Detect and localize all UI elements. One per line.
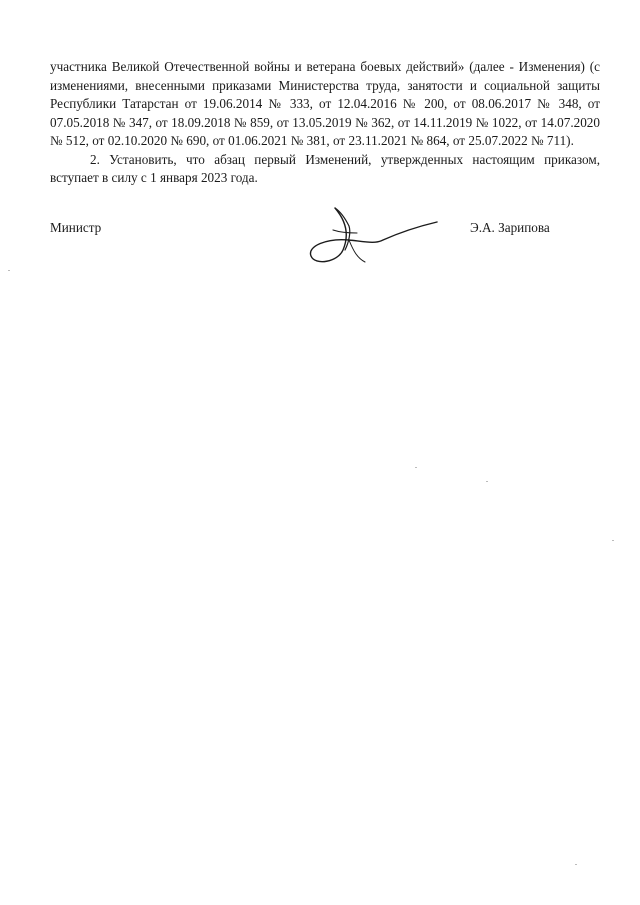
scan-speck xyxy=(8,270,10,271)
scan-speck xyxy=(486,481,488,482)
handwritten-signature-icon xyxy=(305,200,445,275)
scan-speck xyxy=(415,467,417,468)
signature-block xyxy=(50,220,600,290)
paragraph-item-2: 2. Установить, что абзац первый Изменений, утвержденных настоящим приказом, вступает в силу с 1 января 2023 года. xyxy=(50,151,600,185)
signer-name: Э.А. Зарипова xyxy=(470,220,550,235)
signer-position: Министр xyxy=(50,220,102,235)
paragraph-continuation: участника Великой Отечественной войны и ветерана боевых действий» (далее - Изменения) (с изменениями, внесенными приказами Министерства труда, занятости и социальной защиты Республики Татарстан от 19.06.2014 № 333, от 12.04.2016 № 200, от 08.06.2017 № 348, от 07.05.2018 № 347, от 18.09.2018 № 859, от 13.05.2019 № 362, от 14.11.2019 № 1022, от 14.07.2020 № 512, от 02.10.2020 № 690, от 01.06.2021 № 381, от 23.11.2021 № 864, от 25.07.2022 № 711). xyxy=(50,59,600,148)
scan-speck xyxy=(612,540,614,541)
scan-speck xyxy=(575,864,577,865)
document-body xyxy=(50,58,600,188)
